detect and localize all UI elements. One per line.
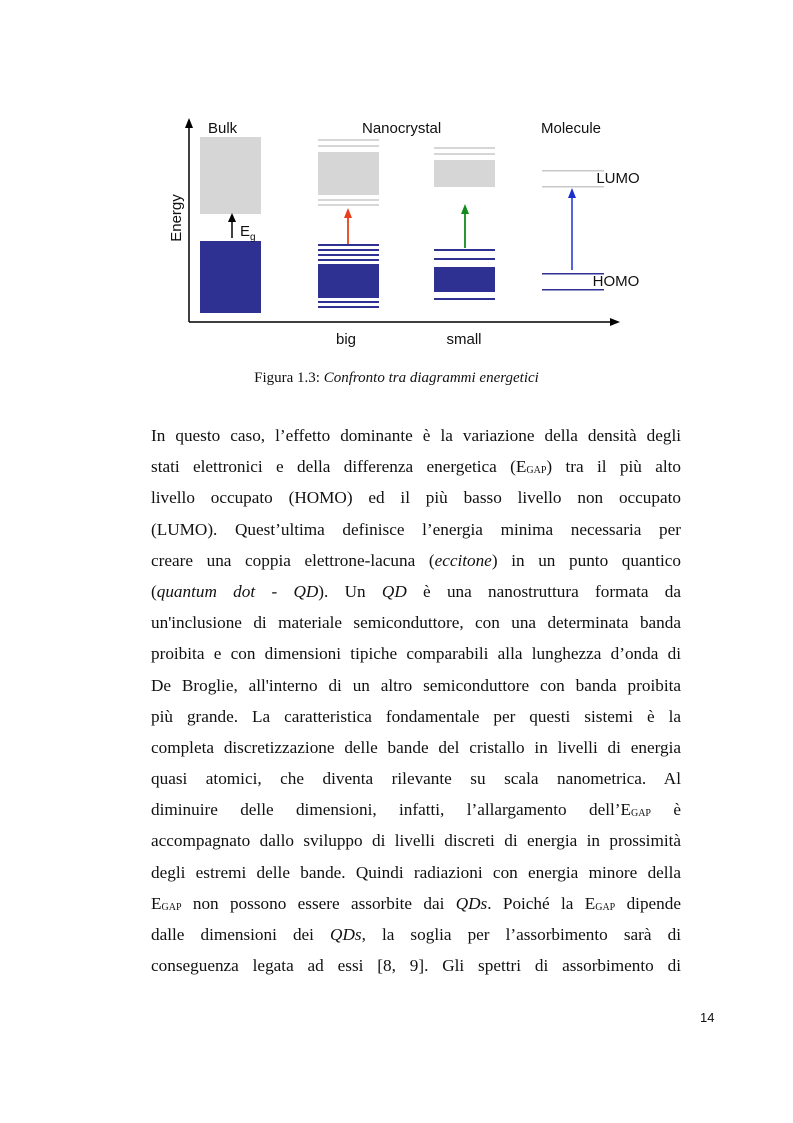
text-line: EGAP non possono essere assorbite dai QDs. Poiché la EGAP dipende — [151, 893, 681, 913]
text-line: De Broglie, all'interno di un altro semiconduttore con banda proibita — [151, 675, 681, 695]
page-number: 14 — [700, 1010, 715, 1025]
small-transition-arrowhead — [461, 204, 469, 214]
caption-label: Figura 1.3: — [254, 370, 324, 386]
text-line: (LUMO). Quest’ultima definisce l’energia minima necessaria per — [151, 519, 681, 539]
x-axis-arrowhead — [610, 318, 620, 326]
text-line: stati elettronici e della differenza energetica (EGAP) tra il più alto — [151, 457, 681, 477]
y-axis-arrowhead — [185, 118, 193, 128]
text-line: proibita e con dimensioni tipiche comparabili alla lunghezza d’onda di — [151, 644, 681, 664]
caption-title: Confronto tra diagrammi energetici — [323, 370, 539, 386]
bulk-valence-band — [200, 241, 261, 313]
homo-label: HOMO — [592, 273, 640, 290]
molecule-transition-arrowhead — [568, 188, 576, 198]
text-line: un'inclusione di materiale semiconduttore, con una determinata banda — [151, 613, 681, 633]
small-size-label: small — [446, 331, 482, 348]
text-line: dalle dimensioni dei QDs, la soglia per l’assorbimento sarà di — [151, 925, 681, 944]
figure-caption — [0, 370, 793, 387]
text-line: livello occupato (HOMO) ed il più basso livello non occupato — [151, 488, 681, 508]
molecule-label: Molecule — [541, 120, 602, 137]
bulk-conduction-band — [200, 137, 261, 214]
energy-diagram-svg — [150, 108, 640, 360]
bulk-label: Bulk — [208, 120, 238, 137]
text-line: completa discretizzazione delle bande del cristallo in livelli di energia — [151, 737, 681, 757]
text-line: più grande. La caratteristica fondamentale per questi sistemi è la — [151, 706, 681, 726]
energy-diagram-figure — [150, 108, 640, 360]
text-line: (quantum dot - QD). Un QD è una nanostruttura formata da — [151, 581, 681, 601]
energy-axis-label: Energy — [168, 194, 185, 242]
text-line: accompagnato dallo sviluppo di livelli discreti di energia in prossimità — [151, 831, 681, 851]
big-transition-arrowhead — [344, 208, 352, 218]
text-line: degli estremi delle bande. Quindi radiazioni con energia minore della — [151, 862, 681, 882]
text-line: quasi atomici, che diventa rilevante su scala nanometrica. Al — [151, 769, 681, 789]
lumo-label: LUMO — [596, 170, 640, 187]
molecule-lumo-upper-level — [542, 170, 604, 172]
nanocrystal-label: Nanocrystal — [362, 120, 442, 137]
gap-label: $E_g$ — [240, 223, 256, 243]
text-line: diminuire delle dimensioni, infatti, l’allargamento dell’EGAP è — [151, 800, 681, 820]
big-size-label: big — [335, 331, 357, 348]
gap-arrowhead — [228, 213, 236, 222]
text-line: conseguenza legata ad essi [8, 9]. Gli spettri di assorbimento di — [151, 956, 681, 976]
body-paragraph — [151, 420, 681, 981]
text-line: In questo caso, l’effetto dominante è la variazione della densità degli — [151, 426, 681, 445]
text-line: creare una coppia elettrone-lacuna (eccitone) in un punto quantico — [151, 550, 681, 570]
molecule-lumo-level — [542, 186, 604, 188]
